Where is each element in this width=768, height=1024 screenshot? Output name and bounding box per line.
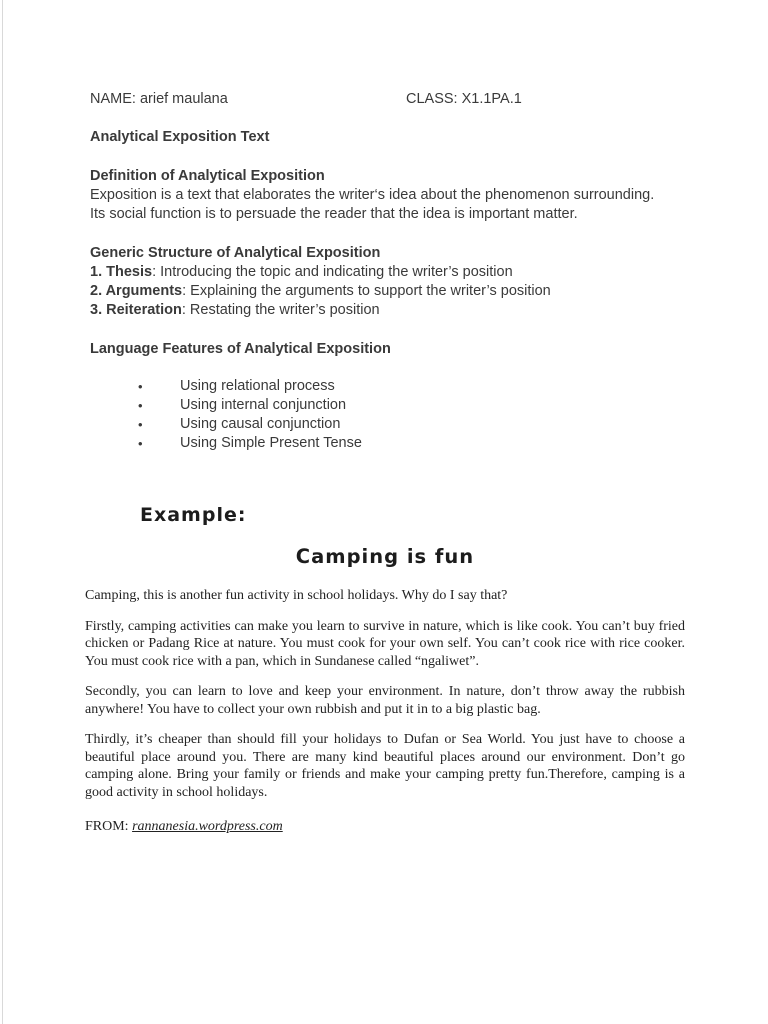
list-item: [138, 396, 680, 415]
feature-label: Using Simple Present Tense: [180, 435, 362, 451]
essay-paragraph-firstly: Firstly, camping activities can make you learn to survive in nature, which is like cook. You can’t buy fried chicken or Padang Rice at nature. You must cook for your own self. You can’t cook rice with rice cooker. You must cook rice with a pan, which in Sundanese called “ngaliwet”.: [85, 618, 685, 669]
essay-paragraph-thirdly: Thirdly, it’s cheaper than should fill your holidays to Dufan or Sea World. You just have to choose a beautiful place around you. There are many kind beautiful places around our environment. Don’t go camping alone. Bring your family or friends and make your camping pretty fun.Therefore, camping is a good activity in school holidays.: [85, 732, 685, 800]
structure-desc: : Introducing the topic and indicating the writer’s position: [152, 264, 513, 280]
definition-heading: Definition of Analytical Exposition: [90, 168, 325, 184]
list-item: [138, 415, 680, 434]
student-name: NAME: arief maulana: [90, 91, 228, 107]
structure-desc: : Explaining the arguments to support the writer’s position: [182, 283, 551, 299]
example-essay-title: Camping is fun: [295, 545, 475, 568]
definition-section: [90, 167, 680, 224]
essay-paragraph-intro: Camping, this is another fun activity in school holidays. Why do I say that?: [85, 588, 508, 603]
structure-term: 1. Thesis: [90, 264, 153, 280]
generic-structure-heading: Generic Structure of Analytical Exposition: [90, 245, 381, 261]
structure-term: 2. Arguments: [90, 283, 183, 299]
structure-term: 3. Reiteration: [90, 302, 182, 318]
generic-structure-section: [90, 244, 680, 320]
source-link[interactable]: rannanesia.wordpress.com: [132, 819, 283, 834]
language-features-heading: Language Features of Analytical Exposition: [90, 341, 391, 357]
feature-label: Using relational process: [180, 378, 335, 394]
list-item: [138, 434, 680, 453]
example-label: Example:: [140, 504, 247, 526]
definition-body: Exposition is a text that elaborates the writer‘s idea about the phenomenon surrounding. Its social function is to persuade the reader that the idea is important matter.: [90, 187, 655, 222]
bullet-icon: •: [138, 417, 143, 432]
bullet-icon: •: [138, 398, 143, 413]
source-label: FROM:: [85, 819, 129, 834]
document-title: Analytical Exposition Text: [90, 129, 270, 145]
feature-label: Using causal conjunction: [180, 416, 341, 432]
student-header: [90, 90, 680, 109]
language-features-list: [90, 377, 680, 453]
student-class: CLASS: X1.1PA.1: [406, 91, 522, 107]
essay-paragraph-secondly: Secondly, you can learn to love and keep your environment. In nature, don’t throw away the rubbish anywhere! You have to collect your own rubbish and put it in to a big plastic bag.: [85, 684, 685, 717]
source-line: [85, 817, 685, 836]
bullet-icon: •: [138, 379, 143, 394]
list-item: [90, 301, 680, 320]
feature-label: Using internal conjunction: [180, 397, 347, 413]
list-item: [138, 377, 680, 396]
list-item: [90, 282, 680, 301]
list-item: [90, 263, 680, 282]
bullet-icon: •: [138, 436, 143, 451]
structure-desc: : Restating the writer’s position: [181, 302, 380, 318]
language-features-section: [90, 340, 680, 453]
